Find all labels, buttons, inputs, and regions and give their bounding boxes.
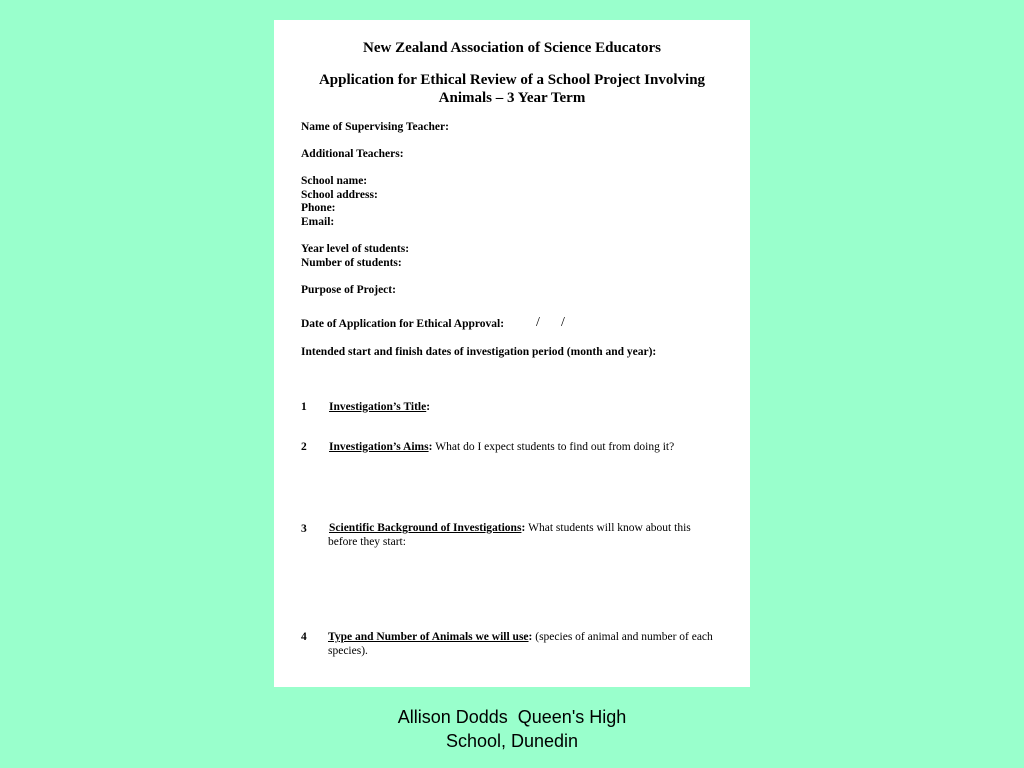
section-3-text: What students will know about this xyxy=(528,522,691,534)
section-4-number: 4 xyxy=(301,631,307,643)
field-year-level: Year level of students: xyxy=(301,243,410,255)
field-school-name: School name: xyxy=(301,175,368,187)
section-3-heading-line: Scientific Background of Investigations: What students will know about this xyxy=(329,522,691,534)
date-slash-2: / xyxy=(561,315,565,330)
section-1-heading: Investigation’s Title xyxy=(329,401,427,413)
section-3-number: 3 xyxy=(301,523,307,535)
form-title-line-2: Animals – 3 Year Term xyxy=(438,90,586,106)
field-purpose: Purpose of Project: xyxy=(301,284,396,296)
field-supervising-teacher: Name of Supervising Teacher: xyxy=(301,121,449,133)
field-intended-dates: Intended start and finish dates of investigation period (month and year): xyxy=(301,346,657,358)
caption-line-1: Allison Dodds Queen's High xyxy=(397,707,627,727)
form-title-line-1: Application for Ethical Review of a School Project Involving xyxy=(318,72,706,88)
field-date-application: Date of Application for Ethical Approval: xyxy=(301,318,505,330)
section-3-text-line-2: before they start: xyxy=(328,536,406,548)
section-4-text-line-2: species). xyxy=(328,645,368,657)
slide-caption xyxy=(312,705,712,753)
field-number-students: Number of students: xyxy=(301,257,402,269)
field-school-address: School address: xyxy=(301,189,378,201)
date-slash-1: / xyxy=(536,315,540,330)
section-1-number: 1 xyxy=(301,401,307,413)
section-4-text: (species of animal and number of each xyxy=(535,631,713,643)
field-additional-teachers: Additional Teachers: xyxy=(301,148,404,160)
application-form-document xyxy=(274,20,750,687)
section-3-heading: Scientific Background of Investigations xyxy=(329,522,522,534)
field-email: Email: xyxy=(301,216,335,228)
section-2-heading-line: Investigation’s Aims: What do I expect students to find out from doing it? xyxy=(329,441,675,453)
field-phone: Phone: xyxy=(301,202,336,214)
section-1-heading-line: Investigation’s Title: xyxy=(329,401,431,413)
section-2-number: 2 xyxy=(301,441,307,453)
organization-heading: New Zealand Association of Science Educators xyxy=(363,40,661,56)
section-2-heading: Investigation’s Aims xyxy=(329,441,429,453)
caption-line-2: School, Dunedin xyxy=(445,731,579,751)
section-4-heading: Type and Number of Animals we will use xyxy=(328,631,529,643)
section-2-text: What do I expect students to find out from doing it? xyxy=(435,441,675,453)
section-4-heading-line: Type and Number of Animals we will use: (species of animal and number of each xyxy=(328,631,713,643)
